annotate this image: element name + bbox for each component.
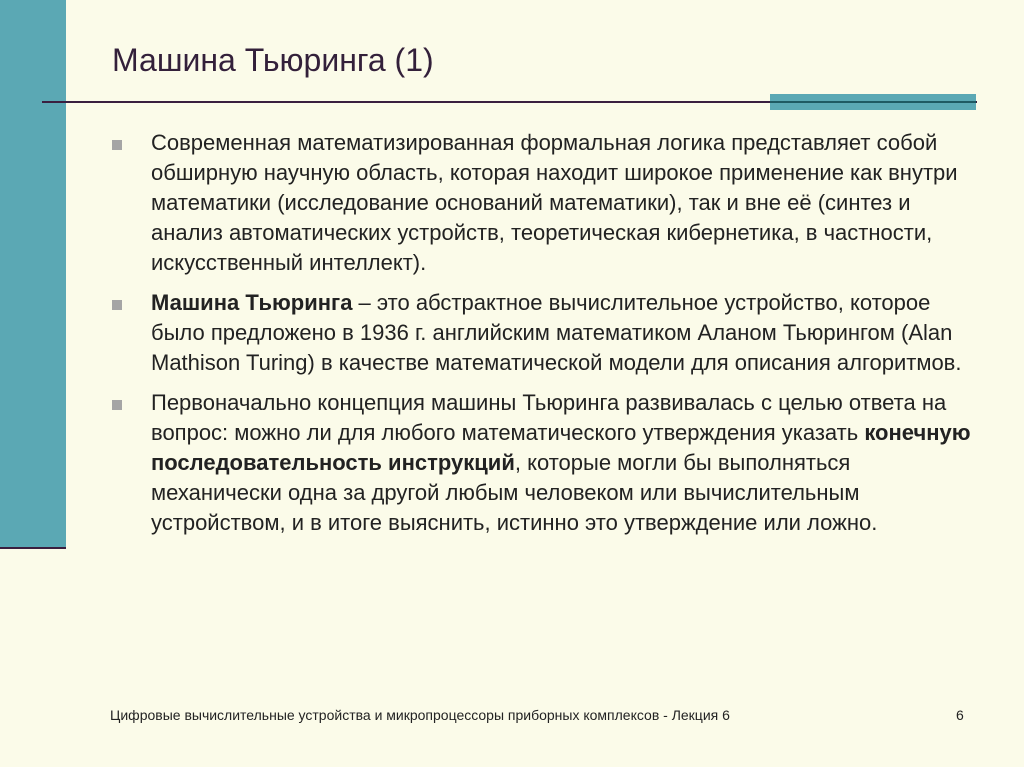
page-number: 6 (956, 707, 964, 723)
square-bullet-icon (112, 400, 122, 410)
square-bullet-icon (112, 300, 122, 310)
bullet-text: – это абстрактное вычислительное устройство, которое было предложено в 1936 г. английским математиком Аланом Тьюрингом (Alan Mathison Turing) в качестве математической модели для описания алгоритмов. (151, 290, 962, 375)
side-accent-bar (0, 0, 66, 548)
bullet-text: Современная математизированная формальная логика представляет собой обширную научную область, которая находит широкое применение как внутри математики (исследование оснований математики), так и вне её (синтез и анализ автоматических устройств, теоретическая кибернетика, в частности, искусственный интеллект). (151, 130, 958, 275)
side-accent-line (0, 547, 66, 549)
bullet-bold-term: Машина Тьюринга (151, 290, 353, 315)
bullet-text: Первоначально концепция машины Тьюринга развивалась с целью ответа на вопрос: можно ли для любого математического утверждения указать (151, 390, 947, 445)
bullet-bold-term: конечную последовательность инструкций (151, 420, 971, 475)
bullet-item (112, 128, 972, 278)
footer-course-title: Цифровые вычислительные устройства и микропроцессоры приборных комплексов - Лекция 6 (110, 707, 730, 723)
bullet-text: , которые могли бы выполняться механически одна за другой любым человеком или вычислительным устройством, и в итоге выяснить, истинно это утверждение или ложно. (151, 450, 878, 535)
bullet-item (112, 288, 972, 378)
slide-content (112, 128, 972, 548)
bullet-item (112, 388, 972, 538)
title-accent-line (770, 101, 976, 103)
square-bullet-icon (112, 140, 122, 150)
slide-title: Машина Тьюринга (1) (112, 42, 434, 78)
